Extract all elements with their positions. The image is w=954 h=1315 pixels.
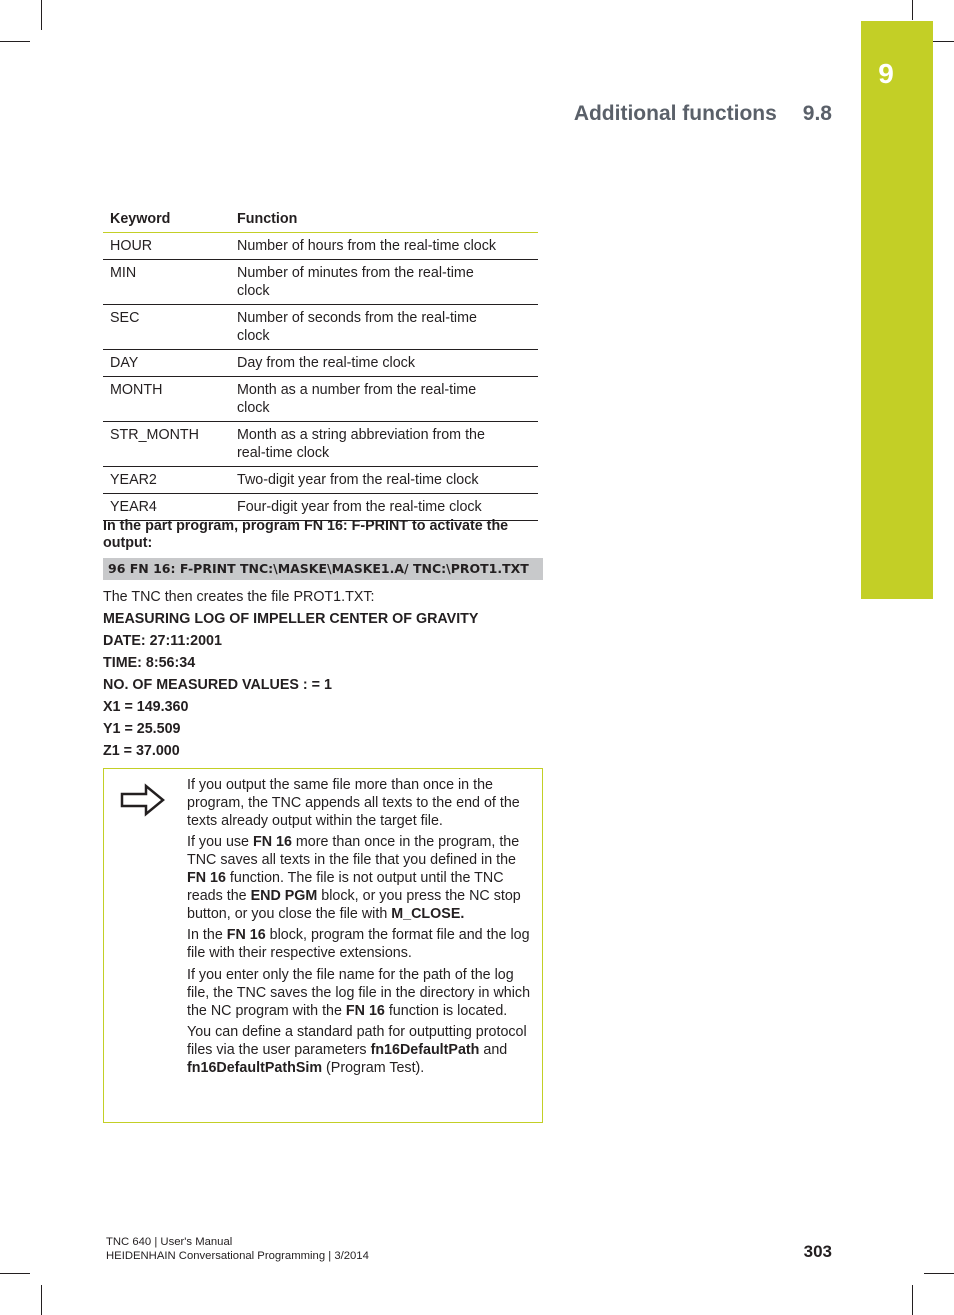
footer-line: HEIDENHAIN Conversational Programming | 3/2014 bbox=[106, 1250, 369, 1262]
keyword-cell: SEC bbox=[103, 305, 230, 350]
keyword-table bbox=[103, 206, 538, 521]
crop-mark bbox=[912, 0, 913, 20]
column-header: Function bbox=[230, 206, 538, 233]
crop-mark bbox=[0, 41, 30, 42]
note-paragraph: If you enter only the file name for the path of the log file, the TNC saves the log file in the directory in which the NC program with the FN 16 function is located. bbox=[187, 966, 531, 1019]
page-footer bbox=[106, 1235, 369, 1263]
log-line: TIME: 8:56:34 bbox=[103, 655, 196, 671]
keyword-cell: YEAR2 bbox=[103, 467, 230, 494]
table-row bbox=[103, 494, 538, 521]
table-row bbox=[103, 233, 538, 260]
keyword-cell: MONTH bbox=[103, 377, 230, 422]
running-header bbox=[574, 102, 832, 126]
column-header: Keyword bbox=[103, 206, 230, 233]
note-paragraph: If you output the same file more than once in the program, the TNC appends all texts to the end of the texts already output within the target file. bbox=[187, 777, 520, 829]
log-line: NO. OF MEASURED VALUES : = 1 bbox=[103, 677, 332, 693]
note-body bbox=[187, 777, 535, 1082]
footer-line: TNC 640 | User's Manual bbox=[106, 1236, 233, 1248]
table-row bbox=[103, 260, 538, 305]
keyword-cell: MIN bbox=[103, 260, 230, 305]
header-section: 9.8 bbox=[802, 102, 832, 125]
function-cell: Four-digit year from the real-time clock bbox=[230, 494, 538, 521]
arrow-right-icon bbox=[120, 783, 166, 817]
log-line: MEASURING LOG OF IMPELLER CENTER OF GRAVITY bbox=[103, 611, 479, 627]
function-cell: Number of seconds from the real-time clock bbox=[230, 305, 538, 350]
table-row bbox=[103, 305, 538, 350]
function-cell: Number of minutes from the real-time clock bbox=[230, 260, 538, 305]
log-lead: The TNC then creates the file PROT1.TXT: bbox=[103, 589, 375, 605]
table-row bbox=[103, 467, 538, 494]
table-row bbox=[103, 422, 538, 467]
function-cell: Month as a string abbreviation from the real-time clock bbox=[230, 422, 538, 467]
crop-mark bbox=[41, 1285, 42, 1315]
log-line: DATE: 27:11:2001 bbox=[103, 633, 222, 649]
crop-mark bbox=[924, 1273, 954, 1274]
chapter-number: 9 bbox=[878, 58, 894, 89]
log-output bbox=[103, 588, 543, 764]
function-cell: Number of hours from the real-time clock bbox=[230, 233, 538, 260]
function-cell: Month as a number from the real-time clock bbox=[230, 377, 538, 422]
chapter-tab bbox=[861, 21, 933, 599]
function-cell: Day from the real-time clock bbox=[230, 350, 538, 377]
table-row bbox=[103, 377, 538, 422]
intro-paragraph: In the part program, program FN 16: F-PRINT to activate the output: bbox=[103, 518, 509, 551]
crop-mark bbox=[912, 1285, 913, 1315]
keyword-cell: STR_MONTH bbox=[103, 422, 230, 467]
page-number: 303 bbox=[803, 1242, 832, 1261]
note-box bbox=[103, 768, 543, 1123]
log-line: Z1 = 37.000 bbox=[103, 743, 180, 759]
crop-mark bbox=[0, 1273, 30, 1274]
note-paragraph: In the FN 16 block, program the format file and the log file with their respective extensions. bbox=[187, 927, 530, 962]
keyword-cell: DAY bbox=[103, 350, 230, 377]
table-header-row bbox=[103, 206, 538, 233]
keyword-cell: HOUR bbox=[103, 233, 230, 260]
function-cell: Two-digit year from the real-time clock bbox=[230, 467, 538, 494]
keyword-cell: YEAR4 bbox=[103, 494, 230, 521]
log-line: Y1 = 25.509 bbox=[103, 721, 181, 737]
code-block: 96 FN 16: F-PRINT TNC:\MASKE\MASKE1.A/ TNC:\PROT1.TXT bbox=[103, 558, 543, 580]
crop-mark bbox=[41, 0, 42, 30]
header-title: Additional functions bbox=[573, 102, 777, 125]
log-line: X1 = 149.360 bbox=[103, 699, 189, 715]
note-paragraph: You can define a standard path for outputting protocol files via the user parameters fn16DefaultPath and fn16DefaultPathSim (Program Test). bbox=[187, 1024, 527, 1076]
table-row bbox=[103, 350, 538, 377]
note-paragraph: If you use FN 16 more than once in the program, the TNC saves all texts in the file that you defined in the FN 16 function. The file is not output until the TNC reads the END PGM block, or you press the NC stop button, or you close the file with M_CLOSE. bbox=[187, 834, 521, 922]
